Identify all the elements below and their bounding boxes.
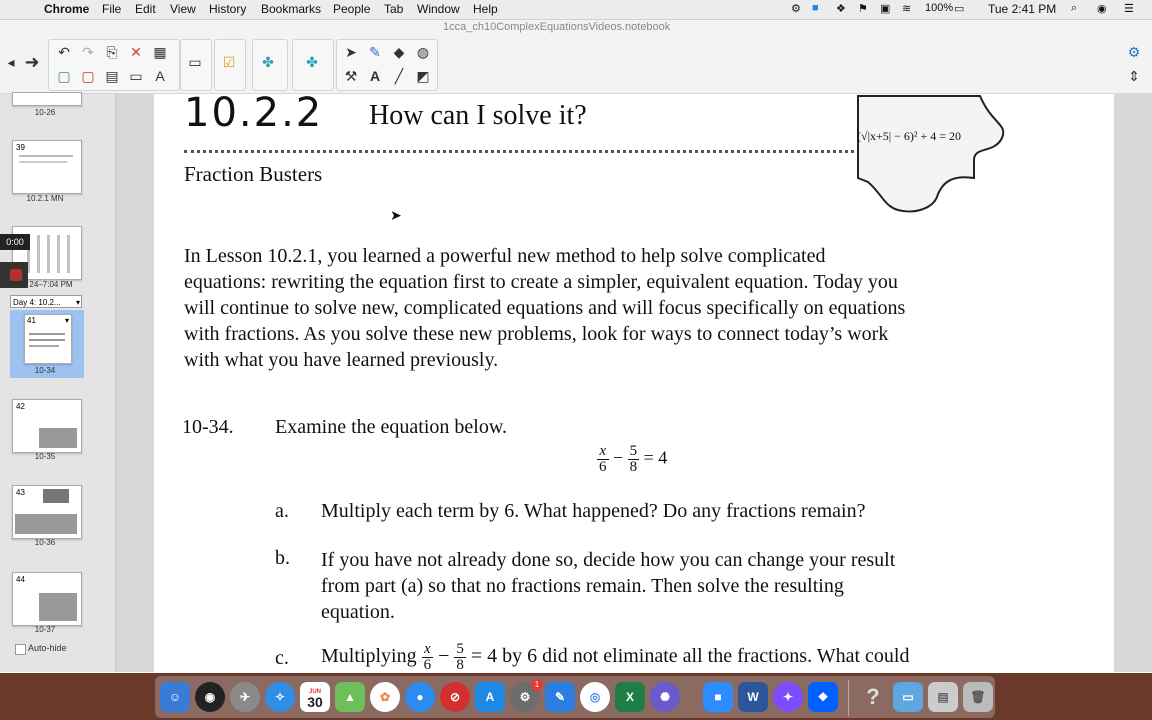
title-divider	[184, 150, 854, 153]
intro-line: In Lesson 10.2.1, you learned a powerful new method to help solve complicated	[184, 245, 826, 267]
flower-app-icon[interactable]: ✺	[650, 682, 680, 712]
photos-icon[interactable]: ✿	[370, 682, 400, 712]
menu-file[interactable]: File	[102, 2, 122, 16]
inline-x-denominator: 6	[423, 657, 432, 672]
notebook-toolbar	[0, 20, 1152, 94]
page-right-margin	[1114, 94, 1152, 672]
siri-dock-icon[interactable]: ◉	[195, 682, 225, 712]
thumbnail-number: 41	[27, 316, 36, 325]
intro-paragraph	[184, 243, 905, 373]
dropbox-status-icon[interactable]: ❖	[836, 3, 846, 15]
text-tool-icon[interactable]: A	[369, 68, 381, 84]
notebook-page[interactable]	[154, 94, 1114, 672]
puzzle-piece-graphic	[842, 94, 1012, 214]
screen-shade-icon[interactable]: ▭	[129, 67, 143, 84]
day-select-value: Day 4: 10.2...	[13, 298, 61, 307]
undo-icon[interactable]: ↶	[58, 43, 70, 60]
inline-fraction-denominator: 8	[456, 657, 464, 672]
notification-badge: 1	[531, 679, 543, 691]
menu-app-name[interactable]: Chrome	[44, 2, 90, 16]
redo-icon[interactable]: ↷	[82, 43, 94, 60]
zoom-icon[interactable]: ■	[703, 682, 733, 712]
battery-icon[interactable]: ▭	[954, 3, 965, 15]
equation-fraction-numerator: 5	[629, 443, 638, 459]
menu-tab[interactable]: Tab	[384, 2, 404, 16]
thumbnail-label: 10-34	[34, 366, 56, 375]
system-preferences-icon[interactable]: ⚙	[510, 682, 540, 712]
previous-page-icon[interactable]: ◂	[7, 53, 15, 70]
page-thumbnail[interactable]	[12, 572, 82, 626]
plugin-puzzle-icon[interactable]: ✤	[306, 53, 318, 70]
inline-minus: −	[438, 645, 450, 668]
part-c-pre: Multiplying	[321, 645, 417, 668]
menu-bar	[0, 0, 1152, 20]
flag-status-icon[interactable]: ⚑	[858, 3, 868, 15]
maps-icon[interactable]: ▲	[335, 682, 365, 712]
record-button[interactable]	[0, 262, 28, 288]
battery-percent: 100%	[925, 2, 954, 14]
toolbar-position-icon[interactable]: ⇕	[1128, 67, 1140, 84]
save-icon[interactable]: ▤	[105, 67, 119, 84]
messages-icon[interactable]: ●	[405, 682, 435, 712]
equation-fraction-denominator: 8	[629, 459, 638, 475]
spotlight-search-icon[interactable]: ⌕	[1071, 2, 1078, 14]
news-icon[interactable]: ⊘	[440, 682, 470, 712]
equation-x-denominator: 6	[599, 459, 607, 475]
calendar-day: 30	[307, 694, 323, 710]
trash-icon[interactable]: 🗑	[963, 682, 993, 712]
intro-line: will continue to solve new, complicated equations and will focus specifically on equations	[184, 297, 906, 319]
help-question-icon[interactable]: ?	[866, 684, 880, 709]
thumbnail-label: 10-36	[34, 538, 56, 547]
clock[interactable]: Tue 2:41 PM	[988, 2, 1057, 16]
problem-number: 10-34.	[182, 416, 234, 438]
fill-icon[interactable]: ◍	[416, 43, 430, 60]
new-page-icon[interactable]: ▢	[57, 67, 71, 84]
thumbnail-label: 10-37	[34, 625, 56, 634]
settings-gear-icon[interactable]: ⚙	[1127, 43, 1141, 60]
delete-page-icon[interactable]: ▢	[81, 67, 95, 84]
addon-puzzle-icon[interactable]: ✤	[262, 53, 274, 70]
problem-text: Examine the equation below.	[275, 416, 507, 438]
recording-time: 0:00	[0, 234, 30, 250]
puzzle-equation: (√|x+5| − 6)² + 4 = 20	[857, 129, 962, 143]
eraser-icon[interactable]: ◩	[416, 67, 430, 84]
chrome-icon[interactable]: ◎	[580, 682, 610, 712]
mouse-cursor-icon: ➤	[390, 209, 402, 224]
page-sorter-sidebar	[0, 94, 116, 672]
intro-line: equations: rewriting the equation first to create a simpler, equivalent equation. Today you	[184, 271, 898, 293]
text-format-icon[interactable]: A	[155, 68, 165, 84]
lesson-subtitle: Fraction Busters	[184, 162, 323, 186]
lesson-number: 10.2.2	[184, 94, 324, 136]
folder-icon[interactable]: ▭	[893, 682, 923, 712]
dropbox-icon[interactable]: ❖	[808, 682, 838, 712]
response-icon[interactable]: ☑	[222, 53, 236, 70]
insert-page-icon[interactable]: ⎘	[106, 43, 118, 60]
page-thumbnail[interactable]	[12, 485, 82, 539]
siri-icon[interactable]: ◉	[1097, 3, 1107, 15]
autohide-label: Auto-hide	[28, 643, 67, 653]
thumbnail-label: 10.2.1 MN	[26, 194, 64, 203]
intro-line: with what you have learned previously.	[184, 349, 499, 371]
inline-rhs: = 4	[470, 645, 498, 668]
menu-people[interactable]: People	[333, 2, 371, 16]
menu-edit[interactable]: Edit	[135, 2, 156, 16]
chevron-down-icon: ▾	[75, 298, 80, 307]
day-select[interactable]	[10, 295, 82, 308]
next-page-arrow-icon[interactable]: ➜	[24, 51, 40, 72]
equation-minus: −	[613, 447, 624, 468]
window-title: 1cca_ch10ComplexEquationsVideos.notebook	[443, 21, 671, 33]
thumbnail-label: 10-35	[34, 452, 56, 461]
page-left-margin	[116, 94, 154, 672]
part-b-line: from part (a) so that no fractions remain. Then solve the resulting	[321, 575, 844, 597]
autohide-checkbox[interactable]	[15, 644, 26, 655]
table-icon[interactable]: ▦	[153, 43, 167, 60]
page-thumbnail-selected[interactable]	[24, 314, 72, 364]
inline-x-numerator: x	[422, 642, 434, 658]
measurement-tools-icon[interactable]: ⚒	[344, 67, 358, 84]
shape-icon[interactable]: ◆	[393, 43, 405, 60]
finder-icon[interactable]: ☺	[160, 682, 190, 712]
part-letter: c.	[275, 647, 289, 669]
equation-x-numerator: x	[597, 444, 609, 460]
thumbnail-number: 39	[16, 143, 25, 152]
part-b-text	[321, 547, 895, 625]
calendar-month: JUN	[308, 689, 321, 695]
menu-bookmarks[interactable]: Bookmarks	[261, 2, 322, 16]
page-thumbnail[interactable]	[12, 399, 82, 453]
app-store-icon[interactable]: A	[475, 682, 505, 712]
menu-history[interactable]: History	[209, 2, 247, 16]
screen-record-icon[interactable]: ▣	[880, 3, 891, 15]
pen-icon[interactable]: ✎	[369, 43, 381, 60]
select-arrow-icon[interactable]: ➤	[345, 43, 357, 60]
part-c-post: by 6 did not eliminate all the fractions. What could	[502, 645, 910, 668]
thumbnail-number: 42	[16, 402, 25, 411]
part-c-text	[321, 642, 909, 672]
part-a-text: Multiply each term by 6. What happened? Do any fractions remain?	[321, 500, 866, 522]
line-tool-icon[interactable]: ╱	[394, 67, 404, 84]
lesson-title: How can I solve it?	[369, 100, 587, 131]
equation-rhs: = 4	[643, 447, 668, 468]
part-letter: a.	[275, 500, 289, 522]
intro-line: with fractions. As you solve these new problems, look for ways to connect today’s work	[184, 323, 889, 345]
thumbnail-menu-icon[interactable]: ▾	[64, 316, 69, 325]
screenshot-file-icon[interactable]: ▤	[928, 682, 958, 712]
calendar-icon[interactable]	[300, 682, 330, 712]
wifi-icon[interactable]: ≋	[902, 3, 912, 15]
page-thumbnail[interactable]	[12, 92, 82, 106]
page-thumbnail[interactable]	[12, 140, 82, 194]
launchpad-icon[interactable]: ✈	[230, 682, 260, 712]
menu-help[interactable]: Help	[473, 2, 498, 16]
app-status-icon[interactable]: ■	[812, 2, 819, 14]
equation	[597, 444, 667, 475]
thumbnail-number: 44	[16, 575, 25, 584]
display-icon[interactable]: ▭	[188, 53, 202, 70]
menu-window[interactable]: Window	[417, 2, 460, 16]
delete-icon[interactable]: ✕	[130, 43, 142, 60]
word-icon[interactable]: W	[738, 682, 768, 712]
messenger-icon[interactable]: ✦	[773, 682, 803, 712]
notification-center-icon[interactable]: ☰	[1124, 3, 1134, 15]
inline-fraction-numerator: 5	[456, 641, 464, 657]
part-b-line: If you have not already done so, decide how you can change your result	[321, 549, 896, 571]
thumbnail-number: 43	[16, 488, 25, 497]
menu-view[interactable]: View	[170, 2, 196, 16]
thumbnail-label: 24–7:04 PM	[29, 280, 73, 289]
notes-app-icon[interactable]: ✎	[545, 682, 575, 712]
excel-icon[interactable]: X	[615, 682, 645, 712]
part-b-line: equation.	[321, 601, 395, 623]
record-stop-icon	[10, 269, 22, 281]
part-letter: b.	[275, 547, 290, 569]
gear-status-icon[interactable]: ⚙	[791, 3, 801, 15]
thumbnail-label: 10-26	[34, 108, 56, 117]
safari-icon[interactable]: ✧	[265, 682, 295, 712]
dock-divider	[848, 680, 849, 716]
